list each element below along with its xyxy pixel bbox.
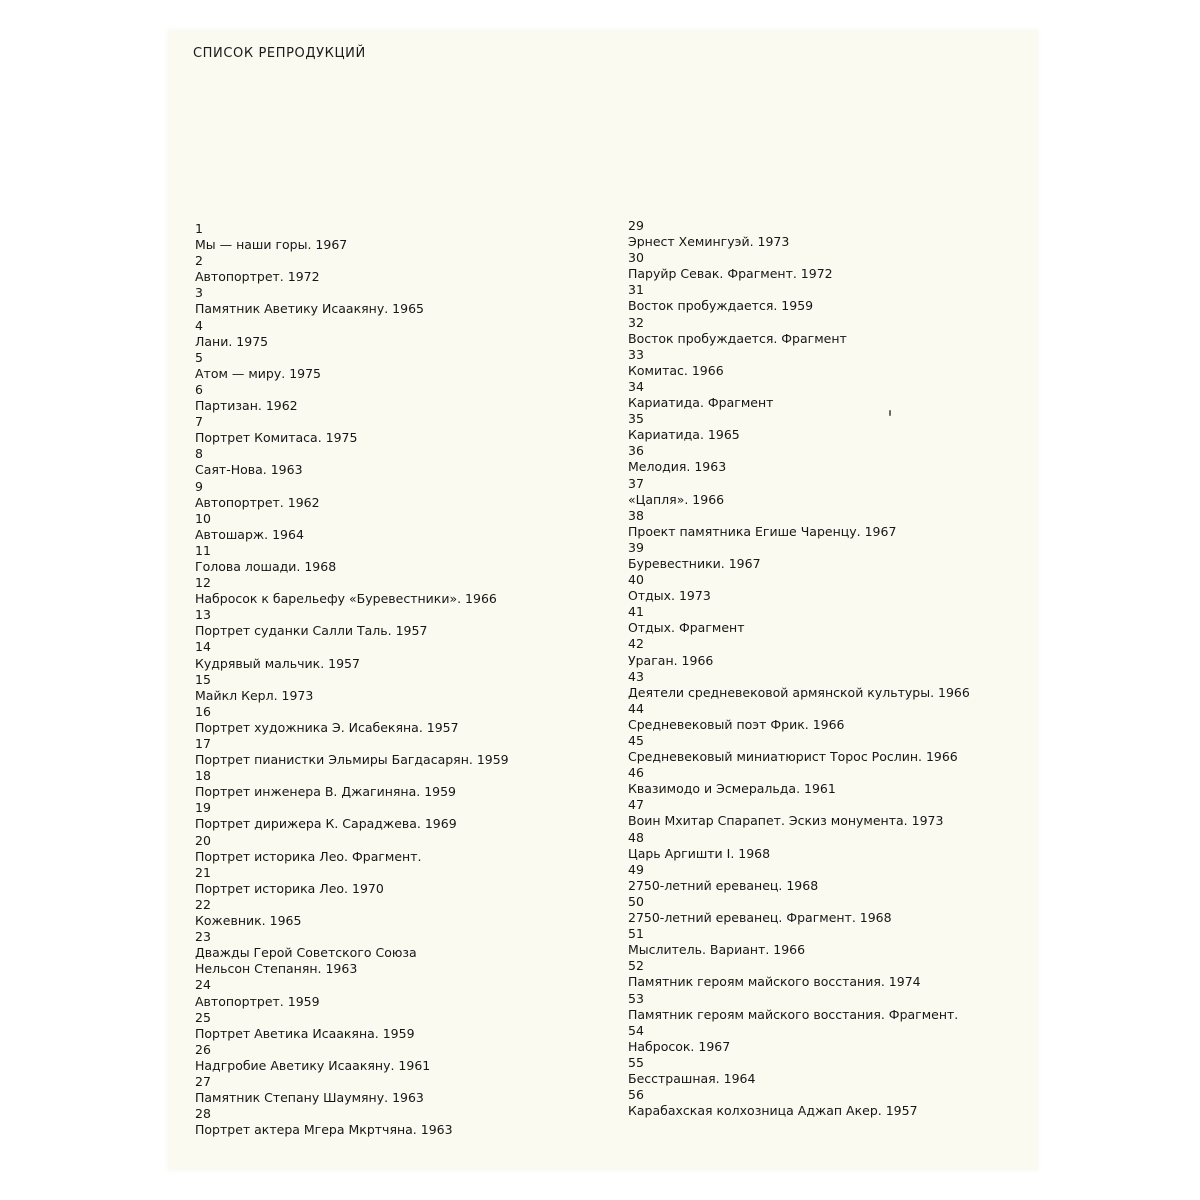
entry-title: Надгробие Аветику Исаакяну. 1961 xyxy=(195,1057,431,1073)
entry-number: 2 xyxy=(195,253,203,269)
list-entry xyxy=(628,218,1028,250)
list-entry xyxy=(195,833,605,865)
entry-title: Автопортрет. 1972 xyxy=(195,269,320,285)
entry-number: 8 xyxy=(195,446,203,462)
entry-number: 6 xyxy=(195,381,203,397)
entry-title: Атом — миру. 1975 xyxy=(195,365,322,381)
list-entry xyxy=(628,250,1028,282)
list-entry xyxy=(628,347,1028,379)
entry-number: 43 xyxy=(628,668,644,684)
entry-number: 21 xyxy=(195,864,211,880)
list-entry xyxy=(628,797,1028,829)
list-entry xyxy=(195,221,605,253)
entry-number: 42 xyxy=(628,636,644,652)
entry-title: Портрет актера Мгера Мкртчяна. 1963 xyxy=(195,1122,453,1138)
entry-title: 2750-летний ереванец. Фрагмент. 1968 xyxy=(628,910,892,926)
entry-number: 33 xyxy=(628,346,644,362)
entry-number: 32 xyxy=(628,314,644,330)
list-entry xyxy=(628,1087,1028,1119)
list-entry xyxy=(628,572,1028,604)
list-entry xyxy=(628,830,1028,862)
entry-title: Комитас. 1966 xyxy=(628,362,724,378)
list-entry xyxy=(195,897,605,929)
entry-number: 53 xyxy=(628,990,644,1006)
list-entry xyxy=(628,476,1028,508)
entry-number: 46 xyxy=(628,765,644,781)
entry-title: Отдых. 1973 xyxy=(628,588,711,604)
entry-number: 51 xyxy=(628,926,644,942)
entry-title: 2750-летний ереванец. 1968 xyxy=(628,877,819,893)
entry-title: Дважды Герой Советского Союза xyxy=(195,945,417,961)
entry-title: Эрнест Хемингуэй. 1973 xyxy=(628,234,790,250)
entry-number: 14 xyxy=(195,639,211,655)
entry-number: 45 xyxy=(628,733,644,748)
entry-title: «Цапля». 1966 xyxy=(628,491,725,507)
list-entry xyxy=(628,991,1028,1023)
entry-title: Памятник героям майского восстания. Фрагмент. xyxy=(628,1006,959,1022)
entry-title: Мыслитель. Вариант. 1966 xyxy=(628,942,806,958)
list-entry xyxy=(195,736,605,768)
entry-title: Портрет Комитаса. 1975 xyxy=(195,430,358,446)
entry-title: Ураган. 1966 xyxy=(628,652,714,668)
entry-title: Кожевник. 1965 xyxy=(195,913,302,929)
entry-number: 27 xyxy=(195,1073,211,1089)
list-entry xyxy=(628,604,1028,636)
entry-title: Отдых. Фрагмент xyxy=(628,620,745,636)
list-entry xyxy=(628,1055,1028,1087)
entry-title: Кариатида. 1965 xyxy=(628,427,740,443)
entry-title: Кудрявый мальчик. 1957 xyxy=(195,655,360,671)
entry-title: Бесстрашная. 1964 xyxy=(628,1070,756,1086)
entry-title: Кариатида. Фрагмент xyxy=(628,395,774,411)
list-entry xyxy=(628,669,1028,701)
entry-title: Воин Мхитар Спарапет. Эскиз монумента. 1973 xyxy=(628,813,944,829)
list-entry xyxy=(628,926,1028,958)
entry-number: 52 xyxy=(628,958,644,974)
entry-title: Мы — наши горы. 1967 xyxy=(195,237,348,253)
entry-number: 25 xyxy=(195,1009,211,1025)
list-entry xyxy=(628,540,1028,572)
list-entry xyxy=(195,768,605,800)
list-entry xyxy=(195,607,605,639)
list-entry xyxy=(195,414,605,446)
entry-title: Памятник Аветику Исаакяну. 1965 xyxy=(195,301,424,317)
entry-number: 34 xyxy=(628,378,644,394)
entry-title: Портрет инженера В. Джагиняна. 1959 xyxy=(195,784,457,800)
entry-number: 41 xyxy=(628,604,644,620)
entry-number: 22 xyxy=(195,896,211,912)
entry-number: 4 xyxy=(195,317,203,333)
entry-title: Лани. 1975 xyxy=(195,333,269,349)
list-entry xyxy=(628,315,1028,347)
entry-number: 12 xyxy=(195,575,211,591)
entry-number: 1 xyxy=(195,221,203,236)
list-entry xyxy=(195,253,605,285)
entry-title: Портрет суданки Салли Таль. 1957 xyxy=(195,623,428,639)
entry-number: 49 xyxy=(628,861,644,877)
entry-title: Портрет пианистки Эльмиры Багдасарян. 1959 xyxy=(195,752,509,768)
list-entry xyxy=(195,1074,605,1106)
entry-number: 44 xyxy=(628,700,644,716)
page-title: СПИСОК РЕПРОДУКЦИЙ xyxy=(193,46,366,61)
entry-title: Портрет Аветика Исаакяна. 1959 xyxy=(195,1025,415,1041)
entry-number: 38 xyxy=(628,507,644,523)
entry-number: 15 xyxy=(195,671,211,687)
entry-number: 48 xyxy=(628,829,644,845)
entry-number: 31 xyxy=(628,282,644,298)
list-entry xyxy=(628,894,1028,926)
entry-number: 5 xyxy=(195,349,203,365)
entry-number: 3 xyxy=(195,285,203,301)
entry-number: 26 xyxy=(195,1041,211,1057)
list-entry xyxy=(195,318,605,350)
entry-title: Восток пробуждается. Фрагмент xyxy=(628,330,847,346)
entry-title: Царь Аргишти I. 1968 xyxy=(628,845,771,861)
list-entry xyxy=(195,511,605,543)
list-entry xyxy=(195,929,605,977)
list-entry xyxy=(628,1023,1028,1055)
list-entry xyxy=(195,1106,605,1138)
entry-number: 7 xyxy=(195,414,203,430)
entry-title: Проект памятника Егише Чаренцу. 1967 xyxy=(628,523,897,539)
entry-number: 39 xyxy=(628,539,644,555)
entry-number: 47 xyxy=(628,797,644,813)
entry-title: Средневековый миниатюрист Торос Рослин. 1966 xyxy=(628,749,958,765)
entry-number: 36 xyxy=(628,443,644,459)
entry-title: Набросок. 1967 xyxy=(628,1038,731,1054)
list-entry xyxy=(195,479,605,511)
entry-number: 29 xyxy=(628,218,644,233)
list-entry xyxy=(195,1010,605,1042)
entry-number: 56 xyxy=(628,1087,644,1103)
entry-number: 10 xyxy=(195,510,211,526)
entry-title: Майкл Керл. 1973 xyxy=(195,687,314,703)
list-entry xyxy=(628,733,1028,765)
entry-title: Автошарж. 1964 xyxy=(195,526,304,542)
entry-title: Голова лошади. 1968 xyxy=(195,558,337,574)
list-entry xyxy=(628,411,1028,443)
entry-title: Автопортрет. 1962 xyxy=(195,494,320,510)
list-entry xyxy=(195,350,605,382)
entry-number: 19 xyxy=(195,800,211,816)
entry-number: 35 xyxy=(628,411,644,427)
list-entry xyxy=(628,282,1028,314)
entry-number: 24 xyxy=(195,977,211,993)
entry-title: Портрет историка Лео. 1970 xyxy=(195,880,384,896)
entry-title: Квазимодо и Эсмеральда. 1961 xyxy=(628,781,836,797)
entry-number: 23 xyxy=(195,929,211,945)
entry-number: 20 xyxy=(195,832,211,848)
entry-title: Портрет историка Лео. Фрагмент. xyxy=(195,848,422,864)
list-entry xyxy=(195,704,605,736)
entry-number: 50 xyxy=(628,893,644,909)
entry-title: Деятели средневековой армянской культуры. 1966 xyxy=(628,684,970,700)
entry-number: 17 xyxy=(195,736,211,751)
entry-title: Портрет дирижера К. Сараджева. 1969 xyxy=(195,816,457,832)
list-entry xyxy=(195,800,605,832)
entry-number: 9 xyxy=(195,478,203,494)
list-entry xyxy=(195,1042,605,1074)
entry-number: 37 xyxy=(628,475,644,491)
list-entry xyxy=(628,508,1028,540)
entry-title: Саят-Нова. 1963 xyxy=(195,462,303,478)
list-entry xyxy=(628,636,1028,668)
reproductions-list-left xyxy=(195,221,605,1138)
list-entry xyxy=(628,701,1028,733)
entry-number: 16 xyxy=(195,703,211,719)
list-entry xyxy=(195,977,605,1009)
entry-title: Карабахская колхозница Аджап Акер. 1957 xyxy=(628,1103,918,1119)
entry-title: Автопортрет. 1959 xyxy=(195,993,320,1009)
list-entry xyxy=(628,443,1028,475)
list-entry xyxy=(195,639,605,671)
entry-title: Партизан. 1962 xyxy=(195,398,298,414)
entry-title-continued: Нельсон Степанян. 1963 xyxy=(195,961,358,977)
list-entry xyxy=(195,865,605,897)
reproductions-list-right xyxy=(628,218,1028,1119)
list-entry xyxy=(195,575,605,607)
list-entry xyxy=(195,672,605,704)
entry-title: Памятник Степану Шаумяну. 1963 xyxy=(195,1090,424,1106)
entry-number: 28 xyxy=(195,1106,211,1122)
list-entry xyxy=(195,382,605,414)
entry-title: Мелодия. 1963 xyxy=(628,459,727,475)
entry-title: Паруйр Севак. Фрагмент. 1972 xyxy=(628,266,833,282)
entry-number: 11 xyxy=(195,542,211,558)
entry-title: Памятник героям майского восстания. 1974 xyxy=(628,974,921,990)
list-entry xyxy=(628,862,1028,894)
entry-title: Буревестники. 1967 xyxy=(628,555,761,571)
list-entry xyxy=(628,765,1028,797)
list-entry xyxy=(195,285,605,317)
entry-title: Восток пробуждается. 1959 xyxy=(628,298,814,314)
list-entry xyxy=(195,543,605,575)
entry-number: 13 xyxy=(195,607,211,623)
entry-number: 30 xyxy=(628,250,644,266)
entry-number: 54 xyxy=(628,1022,644,1038)
entry-number: 40 xyxy=(628,572,644,588)
entry-title: Портрет художника Э. Исабекяна. 1957 xyxy=(195,719,459,735)
entry-title: Набросок к барельефу «Буревестники». 1966 xyxy=(195,591,497,607)
list-entry xyxy=(628,958,1028,990)
list-entry xyxy=(195,446,605,478)
entry-number: 55 xyxy=(628,1054,644,1070)
entry-number: 18 xyxy=(195,768,211,784)
list-entry xyxy=(628,379,1028,411)
entry-title: Средневековый поэт Фрик. 1966 xyxy=(628,716,845,732)
